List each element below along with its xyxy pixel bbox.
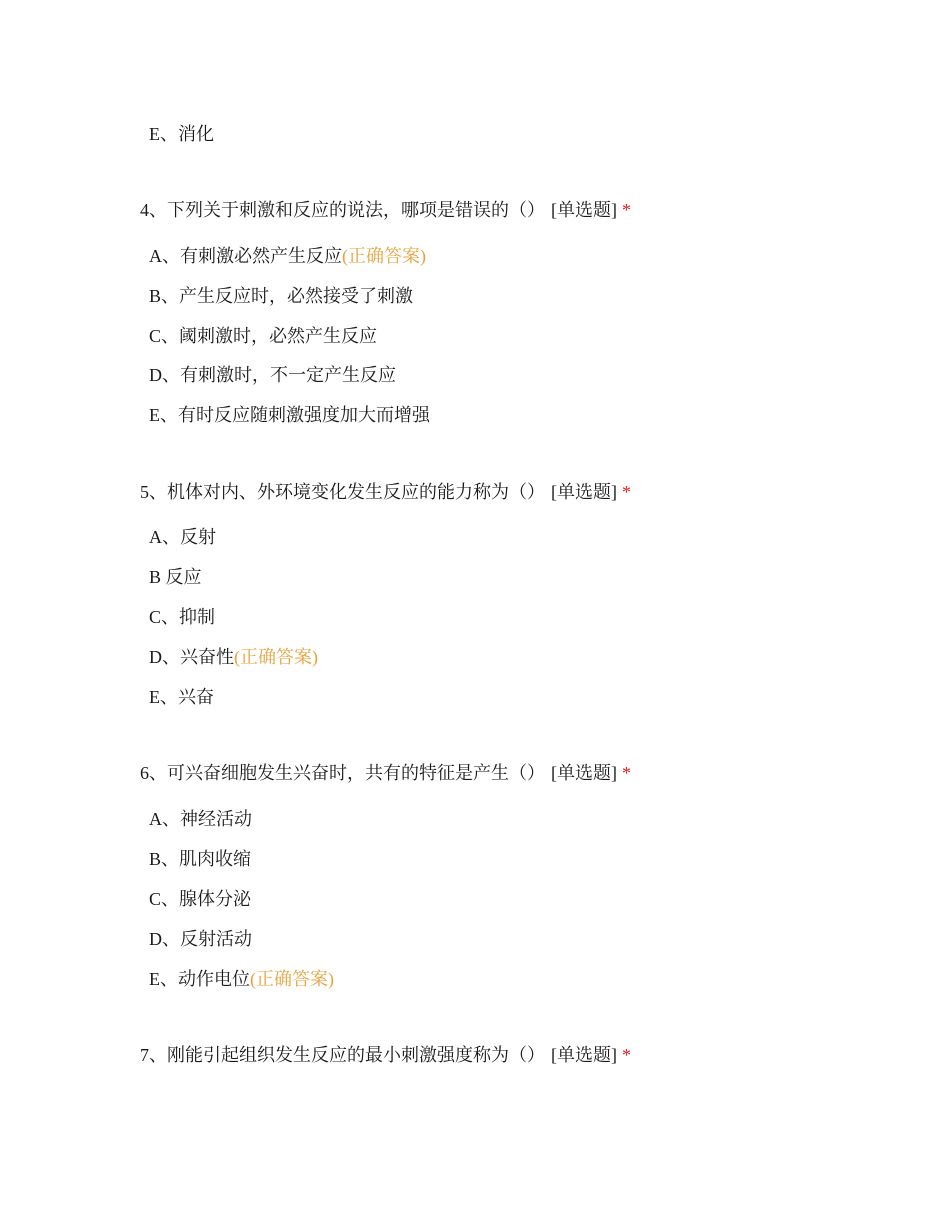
option-text: C、阈刺激时，必然产生反应 <box>149 326 378 346</box>
option-text: D、有刺激时，不一定产生反应 <box>149 365 396 385</box>
option-q4-c <box>149 324 377 348</box>
question-text: 5、机体对内、外环境变化发生反应的能力称为（） <box>140 482 545 502</box>
option-text: A、神经活动 <box>149 809 252 829</box>
required-mark: * <box>622 763 631 783</box>
required-mark: * <box>622 200 631 220</box>
option-text: E、动作电位 <box>149 969 250 989</box>
question-7-title <box>140 1043 631 1067</box>
option-text: A、反射 <box>149 527 216 547</box>
question-type-tag: [单选题] <box>551 1045 617 1065</box>
option-q6-a <box>149 807 252 831</box>
option-text: E、兴奋 <box>149 687 214 707</box>
option-text: B、肌肉收缩 <box>149 849 252 869</box>
option-text: B 反应 <box>149 567 202 587</box>
option-text: C、抑制 <box>149 607 216 627</box>
question-text: 4、下列关于刺激和反应的说法，哪项是错误的（） <box>140 200 545 220</box>
correct-answer-label: (正确答案) <box>342 246 426 266</box>
option-q6-d <box>149 927 252 951</box>
option-q5-a <box>149 525 216 549</box>
question-6-title <box>140 761 631 785</box>
option-q5-d <box>149 645 318 669</box>
option-text: D、兴奋性 <box>149 647 234 667</box>
correct-answer-label: (正确答案) <box>234 647 318 667</box>
option-q5-c <box>149 605 215 629</box>
option-q4-e <box>149 403 430 427</box>
option-text: B、产生反应时，必然接受了刺激 <box>149 286 414 306</box>
required-mark: * <box>622 482 631 502</box>
option-q5-b <box>149 565 202 589</box>
option-text: E、有时反应随刺激强度加大而增强 <box>149 405 430 425</box>
question-type-tag: [单选题] <box>551 482 617 502</box>
option-q6-e <box>149 967 334 991</box>
option-q3-e <box>149 122 214 146</box>
question-5-title <box>140 480 631 504</box>
question-text: 7、刚能引起组织发生反应的最小刺激强度称为（） <box>140 1045 545 1065</box>
required-mark: * <box>622 1045 631 1065</box>
option-text: A、有刺激必然产生反应 <box>149 246 342 266</box>
option-q6-c <box>149 887 251 911</box>
option-text: C、腺体分泌 <box>149 889 252 909</box>
correct-answer-label: (正确答案) <box>250 969 334 989</box>
option-q4-b <box>149 284 413 308</box>
option-text: E、消化 <box>149 124 214 144</box>
option-q4-d <box>149 363 396 387</box>
option-q4-a <box>149 244 426 268</box>
question-4-title <box>140 198 631 222</box>
question-text: 6、可兴奋细胞发生兴奋时，共有的特征是产生（） <box>140 763 545 783</box>
question-type-tag: [单选题] <box>551 200 617 220</box>
question-type-tag: [单选题] <box>551 763 617 783</box>
option-q5-e <box>149 685 214 709</box>
option-q6-b <box>149 847 251 871</box>
option-text: D、反射活动 <box>149 929 252 949</box>
